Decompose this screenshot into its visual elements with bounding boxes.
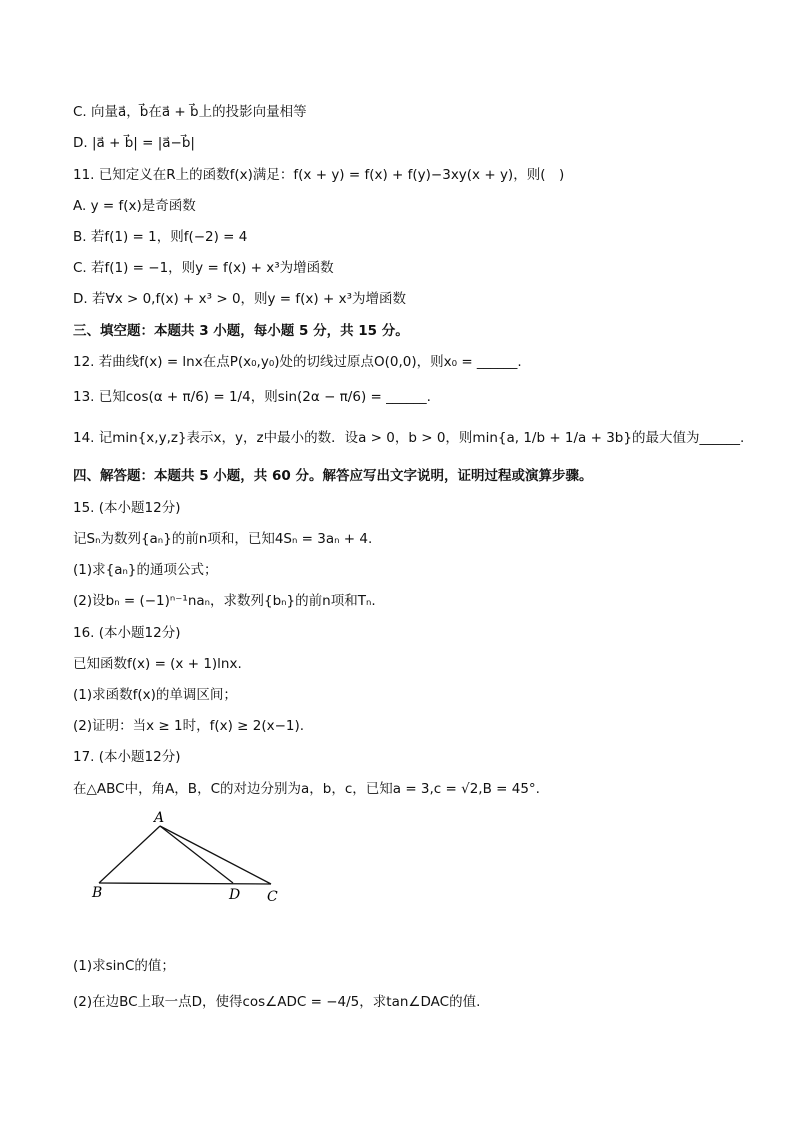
option-11d: D. 若∀x > 0,f(x) + x³ > 0，则y = f(x) + x³为增函数 <box>73 291 406 307</box>
question-15-stem: 记Sₙ为数列{aₙ}的前n项和，已知4Sₙ = 3aₙ + 4. <box>73 531 373 547</box>
option-11c: C. 若f(1) = −1，则y = f(x) + x³为增函数 <box>73 260 334 276</box>
question-17-part2: (2)在边BC上取一点D，使得cos∠ADC = −4/5，求tan∠DAC的值. <box>73 994 481 1010</box>
question-16-stem: 已知函数f(x) = (x + 1)lnx. <box>73 656 242 672</box>
section-4-heading: 四、解答题：本题共 5 小题，共 60 分。解答应写出文字说明，证明过程或演算步骤。 <box>73 468 593 484</box>
segment-ad <box>160 826 233 883</box>
question-15-title: 15. (本小题12分) <box>73 500 181 516</box>
question-15-part1: (1)求{aₙ}的通项公式； <box>73 562 218 578</box>
option-10d: D. |a⃗ + b⃗| = |a⃗−b⃗| <box>73 135 195 151</box>
label-c: C <box>267 889 278 905</box>
segment-ab <box>99 826 160 883</box>
segment-ac <box>160 826 271 884</box>
question-16-part2: (2)证明：当x ≥ 1时，f(x) ≥ 2(x−1). <box>73 718 305 734</box>
option-11a: A. y = f(x)是奇函数 <box>73 198 196 214</box>
question-17-part1: (1)求sinC的值； <box>73 958 175 974</box>
question-14: 14. 记min{x,y,z}表示x，y，z中最小的数．设a > 0，b > 0，则min{a, 1/b + 1/a + 3b}的最大值为______. <box>73 430 745 446</box>
question-17-stem: 在△ABC中，角A，B，C的对边分别为a，b，c，已知a = 3,c = √2,B = 45°. <box>73 781 540 797</box>
question-16-title: 16. (本小题12分) <box>73 625 181 641</box>
question-13: 13. 已知cos(α + π/6) = 1/4，则sin(2α − π/6) = ______. <box>73 389 431 405</box>
option-10c: C. 向量a⃗，b⃗在a⃗ + b⃗上的投影向量相等 <box>73 104 307 120</box>
label-a: A <box>154 810 165 826</box>
question-16-part1: (1)求函数f(x)的单调区间； <box>73 687 237 703</box>
segment-bc <box>99 883 271 884</box>
label-d: D <box>229 887 241 903</box>
question-17-title: 17. (本小题12分) <box>73 749 181 765</box>
question-15-part2: (2)设bₙ = (−1)ⁿ⁻¹naₙ，求数列{bₙ}的前n项和Tₙ. <box>73 593 376 609</box>
question-12: 12. 若曲线f(x) = lnx在点P(x₀,y₀)处的切线过原点O(0,0)，则x₀ = ______. <box>73 354 522 370</box>
question-11: 11. 已知定义在R上的函数f(x)满足：f(x + y) = f(x) + f(y)−3xy(x + y)，则( ) <box>73 167 565 183</box>
option-11b: B. 若f(1) = 1，则f(−2) = 4 <box>73 229 248 245</box>
triangle-figure <box>88 806 298 906</box>
section-3-heading: 三、填空题：本题共 3 小题，每小题 5 分，共 15 分。 <box>73 323 409 339</box>
label-b: B <box>92 885 103 901</box>
